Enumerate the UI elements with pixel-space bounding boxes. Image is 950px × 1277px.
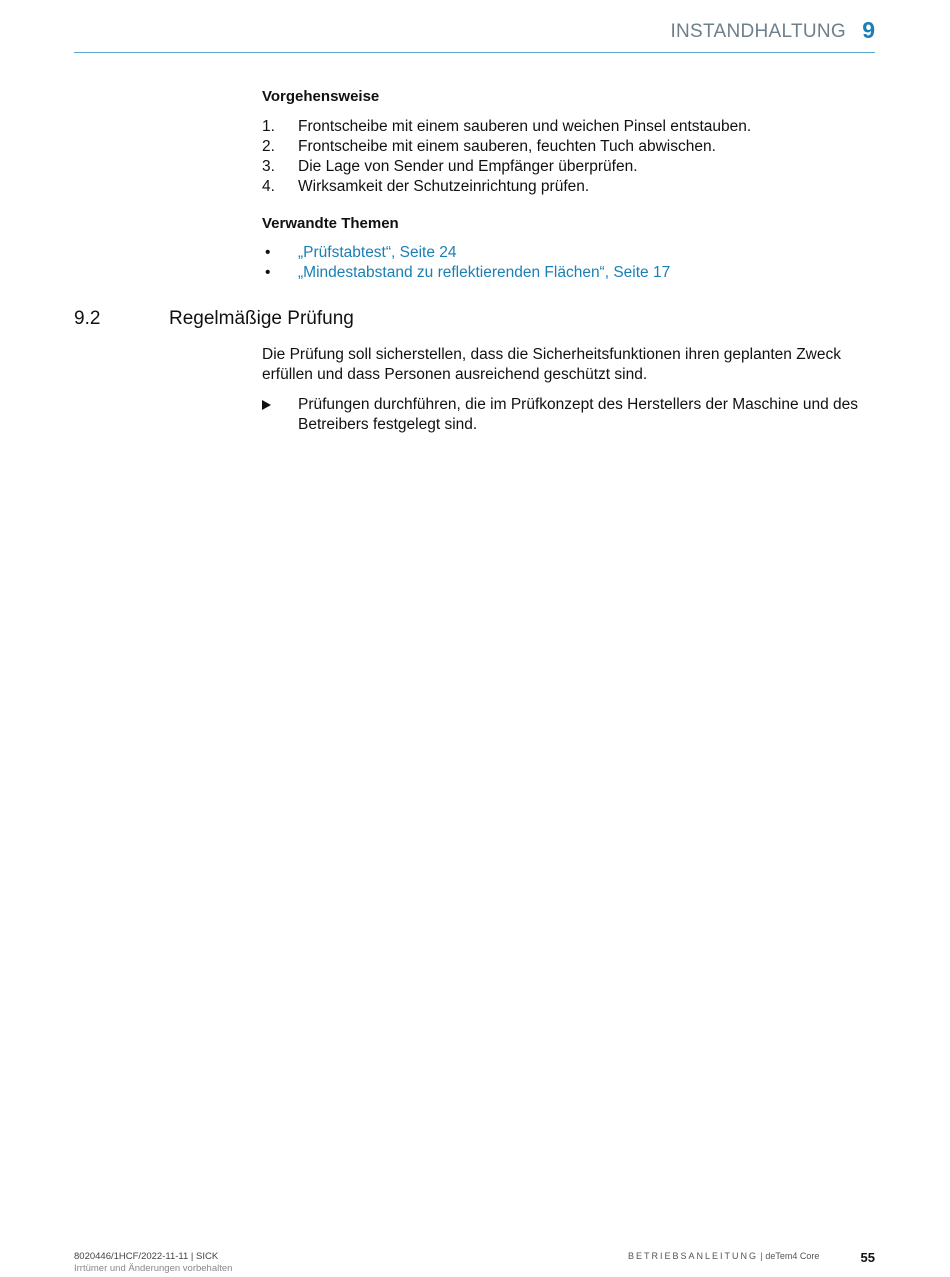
bullet-point: • — [265, 244, 271, 261]
document-id: 8020446/1HCF/2022-11-11 | SICK — [74, 1251, 219, 1262]
step-number: 3. — [262, 158, 275, 175]
step-number: 1. — [262, 118, 275, 135]
chapter-number: 9 — [862, 17, 875, 43]
action-text: Prüfungen durchführen, die im Prüfkonzept des Herstellers der Maschine und des Betreibers festgelegt sind. — [298, 396, 859, 433]
product-name: deTem4 Core — [765, 1251, 820, 1261]
footer-separator: | — [758, 1251, 766, 1261]
step-text: Die Lage von Sender und Empfänger überprüfen. — [298, 158, 638, 175]
page-header — [74, 14, 875, 53]
page-number: 55 — [860, 1250, 875, 1265]
triangle-bullet-icon — [262, 400, 271, 410]
disclaimer: Irrtümer und Änderungen vorbehalten — [74, 1263, 233, 1274]
related-topics-heading: Verwandte Themen — [262, 215, 399, 232]
document-type: BETRIEBSANLEITUNG — [628, 1251, 759, 1261]
chapter-title: INSTANDHALTUNG — [670, 21, 846, 42]
procedure-heading: Vorgehensweise — [262, 88, 380, 105]
step-text: Frontscheibe mit einem sauberen und weichen Pinsel entstauben. — [298, 118, 752, 135]
related-topic-link[interactable]: „Prüfstabtest“, Seite 24 — [298, 244, 457, 261]
bullet-point: • — [265, 264, 271, 281]
section-number: 9.2 — [74, 308, 101, 329]
step-number: 2. — [262, 138, 275, 155]
step-text: Wirksamkeit der Schutzeinrichtung prüfen. — [298, 178, 590, 195]
footer-left — [74, 1251, 232, 1275]
section-title: Regelmäßige Prüfung — [169, 308, 354, 329]
footer-document-info — [628, 1251, 819, 1261]
related-topic-link[interactable]: „Mindestabstand zu reflektierenden Flächen“, Seite 17 — [298, 264, 671, 281]
section-paragraph: Die Prüfung soll sicherstellen, dass die Sicherheitsfunktionen ihren geplanten Zweck erfüllen und dass Personen ausreichend geschützt sind. — [262, 346, 841, 383]
step-text: Frontscheibe mit einem sauberen, feuchten Tuch abwischen. — [298, 138, 716, 155]
step-number: 4. — [262, 178, 275, 195]
